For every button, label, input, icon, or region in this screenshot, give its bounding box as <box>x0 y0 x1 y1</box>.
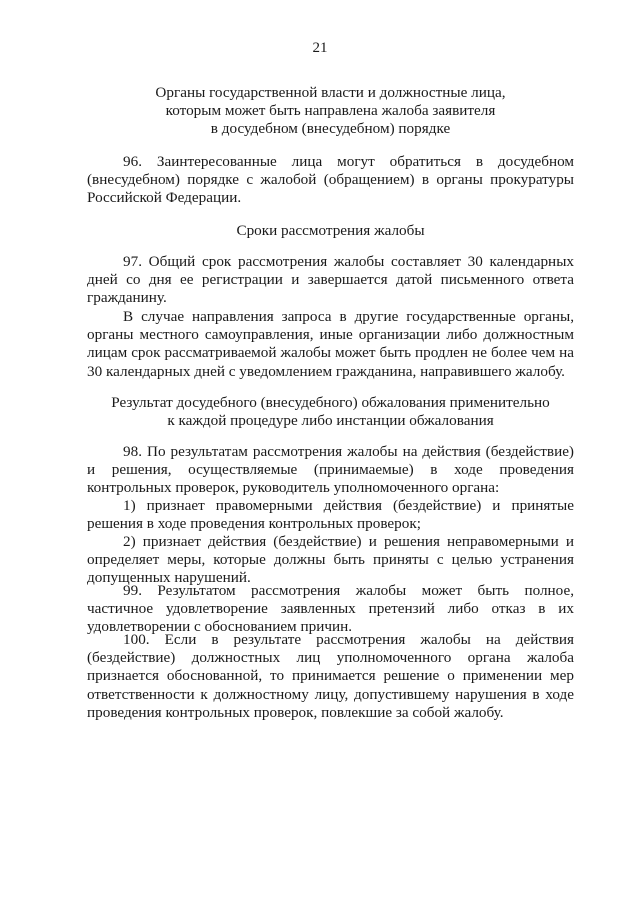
heading-line: Сроки рассмотрения жалобы <box>236 222 425 239</box>
heading-line: которым может быть направлена жалоба заявителя <box>165 102 496 120</box>
section-heading-review-terms <box>87 222 574 240</box>
heading-line: Результат досудебного (внесудебного) обжалования применительно <box>111 394 550 411</box>
paragraph-97: 97. Общий срок рассмотрения жалобы составляет 30 календарных дней со дня ее регистрации и завершается датой письменного ответа гражданину. <box>87 253 574 307</box>
paragraph-98-item-1: 1) признает правомерными действия (бездействие) и принятые решения в ходе проведения контрольных проверок; <box>87 497 574 533</box>
heading-line: к каждой процедуре либо инстанции обжалования <box>167 412 494 430</box>
paragraph-100: 100. Если в результате рассмотрения жалобы на действия (бездействие) должностных лиц уполномоченного органа жалоба признается обоснованной, то принимается решение о применении мер ответственности к должностному лицу, допустившему нарушения в ходе проведения контрольных проверок, повлекшие за собой жалобу. <box>87 631 574 721</box>
section-heading-authorities <box>87 84 574 139</box>
paragraph-98-item-2: 2) признает действия (бездействие) и решения неправомерными и определяет меры, которые должны быть приняты с целью устранения допущенных нарушений. <box>87 533 574 587</box>
section-heading-appeal-result <box>87 394 574 430</box>
page-number: 21 <box>312 40 328 56</box>
heading-line: Органы государственной власти и должностные лица, <box>155 84 506 101</box>
paragraph-96: 96. Заинтересованные лица могут обратиться в досудебном (внесудебном) порядке с жалобой (обращением) в органы прокуратуры Российской Федерации. <box>87 153 574 207</box>
paragraph-99: 99. Результатом рассмотрения жалобы может быть полное, частичное удовлетворение заявленных претензий либо отказ в их удовлетворении с обоснованием причин. <box>87 582 574 636</box>
paragraph-97-extension: В случае направления запроса в другие государственные органы, органы местного самоуправления, иные организации либо должностным лицам срок рассматриваемой жалобы может быть продлен не более чем на 30 календарных дней с уведомлением гражданина, направившего жалобу. <box>87 308 574 380</box>
heading-line: в досудебном (внесудебном) порядке <box>210 120 451 138</box>
paragraph-98: 98. По результатам рассмотрения жалобы на действия (бездействие) и решения, осуществляемые (принимаемые) в ходе проведения контрольных проверок, руководитель уполномоченного органа: <box>87 443 574 497</box>
